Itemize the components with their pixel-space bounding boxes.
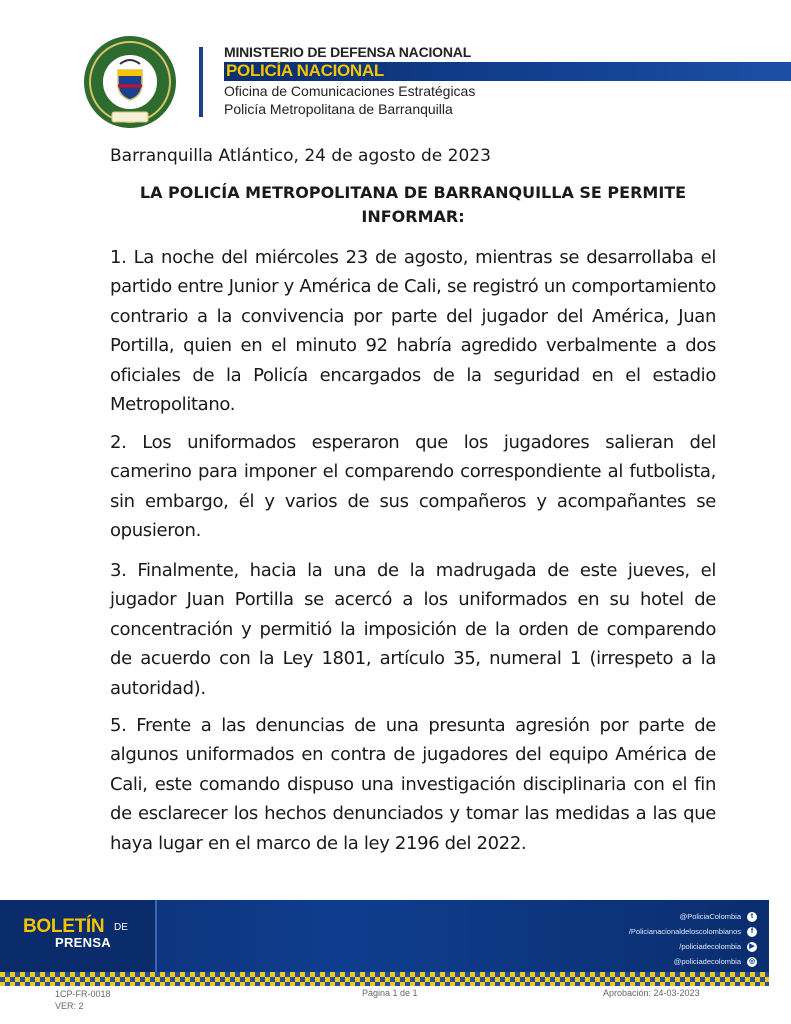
bulletin-logo (0, 900, 157, 972)
instagram-icon: ◎ (748, 957, 756, 965)
twitter-icon: t (747, 912, 757, 922)
social-row-twitter[interactable] (629, 909, 757, 924)
social-links (629, 909, 757, 969)
police-seal-logo (82, 34, 178, 130)
page-number: Página 1 de 1 (362, 988, 418, 998)
unit-name: Policía Metropolitana de Barranquilla (224, 101, 453, 117)
facebook-icon: f (747, 927, 757, 937)
press-bulletin-banner (0, 900, 769, 972)
facebook-handle[interactable]: /Policianacionaldeloscolombianos (628, 927, 741, 936)
twitter-handle[interactable]: @PoliciaColombia (679, 912, 741, 921)
bulletin-de: DE (114, 922, 128, 933)
office-name: Oficina de Comunicaciones Estratégicas (224, 83, 476, 99)
ministry-name: MINISTERIO DE DEFENSA NACIONAL (224, 44, 472, 60)
bulletin-word: BOLETÍN (23, 916, 105, 937)
document-heading: LA POLICÍA METROPOLITANA DE BARRANQUILLA SE PERMITE INFORMAR: (139, 183, 687, 226)
header-divider (199, 47, 203, 117)
paragraph-3: 3. Finalmente, hacia la una de la madrugada de este jueves, el jugador Juan Portilla se acercó a los uniformados en su hotel de concentración y permitió la imposición de la orden de comparendo de acuerdo con la Ley 1801, artículo 35, numeral 1 (irrespeto a la autoridad). (110, 560, 716, 699)
youtube-icon: ▶ (747, 942, 757, 952)
paragraph-5: 5. Frente a las denuncias de una presunta agresión por parte de algunos uniformados en contra de jugadores del equipo América de Cali, este comando dispuso una investigación disciplinaria con el fin de esclarecer los hechos denunciados y tomar las medidas a las que haya lugar en el marco de la ley 2196 del 2022. (110, 715, 716, 854)
form-code-block (55, 988, 111, 1012)
social-row-instagram[interactable] (629, 954, 757, 969)
form-version: VER: 2 (55, 1001, 84, 1011)
form-code: 1CP-FR-0018 (55, 989, 111, 999)
social-row-youtube[interactable] (629, 939, 757, 954)
instagram-handle[interactable]: @policiadecolombia (673, 957, 741, 966)
bulletin-prensa: PRENSA (55, 935, 111, 950)
checkered-stripe (0, 972, 769, 986)
institution-name: POLICÍA NACIONAL (226, 61, 384, 80)
paragraph-2: 2. Los uniformados esperaron que los jugadores salieran del camerino para imponer el comparendo correspondiente al futbolista, sin embargo, él y varios de sus compañeros y acompañantes se opusieron. (110, 432, 716, 542)
social-row-facebook[interactable] (629, 924, 757, 939)
place-and-date: Barranquilla Atlántico, 24 de agosto de 2023 (110, 146, 491, 166)
paragraph-1: 1. La noche del miércoles 23 de agosto, mientras se desarrollaba el partido entre Junior y América de Cali, se registró un comportamiento contrario a la convivencia por parte del jugador del América, Juan Portilla, quien en el minuto 92 habría agredido verbalmente a dos oficiales de la Policía encargados de la seguridad en el estadio Metropolitano. (110, 247, 716, 416)
youtube-handle[interactable]: /policiadecolombia (679, 942, 741, 951)
approval-date: Aprobación: 24-03-2023 (603, 988, 700, 998)
